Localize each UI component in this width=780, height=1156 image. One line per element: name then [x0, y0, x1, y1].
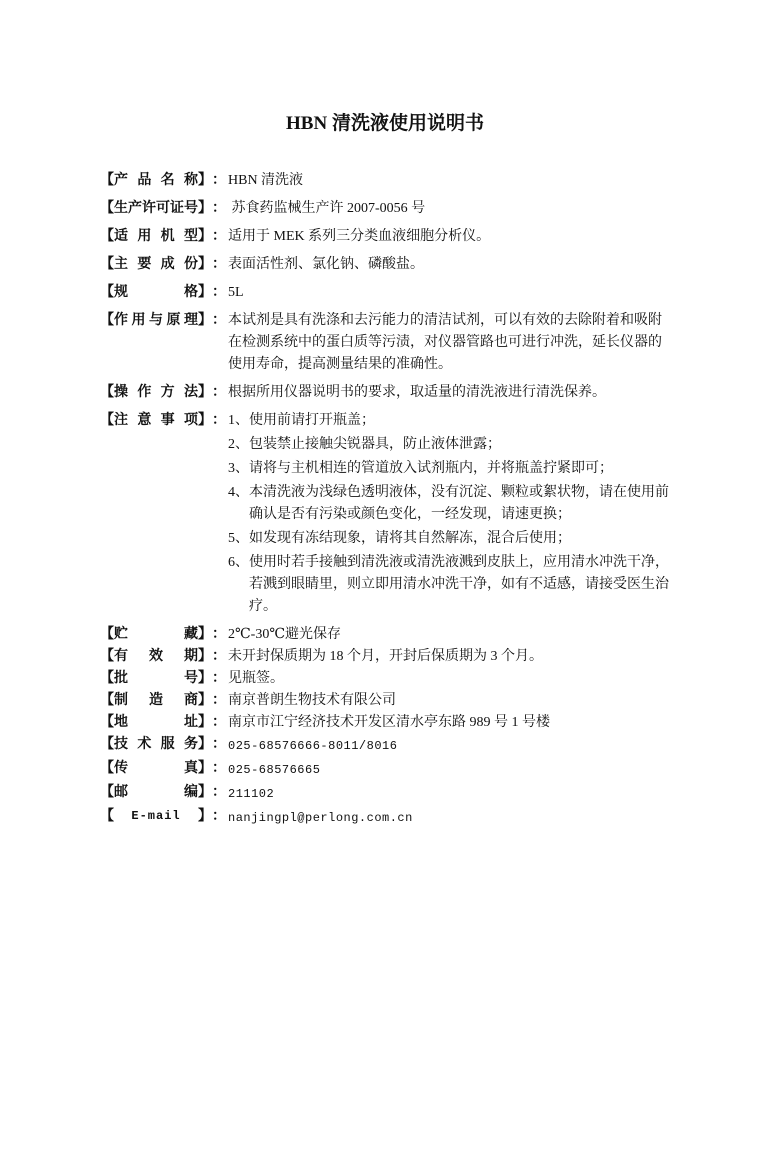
field-row [100, 646, 670, 667]
label-close-bracket: 】 [198, 173, 212, 188]
field-label [100, 668, 212, 689]
label-close-bracket: 】 [198, 649, 212, 664]
field-value: 根据所用仪器说明书的要求，取适量的清洗液进行清洗保养。 [228, 385, 606, 400]
label-close-bracket: 】 [198, 313, 212, 328]
field-value: 5L [228, 285, 244, 300]
note-text: 包装禁止接触尖锐器具，防止液体泄露； [249, 437, 501, 452]
label-colon: ： [212, 257, 226, 272]
note-text: 本清洗液为浅绿色透明液体，没有沉淀、颗粒或絮状物，请在使用前确认是否有污染或颜色变化，一经发现，请速更换； [249, 485, 669, 522]
label-close-bracket: 】 [198, 627, 212, 642]
field-label [100, 282, 212, 304]
label-open-bracket: 【 [100, 649, 114, 664]
field-label [100, 690, 212, 711]
field-label-text: 生产许可证号 [114, 201, 198, 216]
note-item [228, 434, 670, 456]
note-text: 使用时若手接触到清洗液或清洗液溅到皮肤上，应用清水冲洗干净，若溅到眼睛里，则立即用清水冲洗干净，如有不适感，请接受医生治疗。 [249, 555, 669, 614]
label-close-bracket: 】 [198, 285, 212, 300]
label-open-bracket: 【 [100, 809, 114, 824]
field-label [100, 734, 212, 755]
field-row [100, 170, 670, 192]
field-row [100, 310, 670, 376]
field-row [100, 624, 670, 645]
label-close-bracket: 】 [198, 671, 212, 686]
field-row [100, 712, 670, 733]
field-label-text: 传真 [114, 761, 198, 776]
label-colon: ： [212, 313, 226, 328]
label-open-bracket: 【 [100, 257, 114, 272]
note-text: 如发现有冻结现象，请将其自然解冻，混合后使用； [249, 531, 571, 546]
label-open-bracket: 【 [100, 737, 114, 752]
label-colon: ： [212, 809, 226, 824]
label-close-bracket: 】 [198, 715, 212, 730]
note-item [228, 552, 670, 618]
note-number: 2、 [228, 437, 249, 452]
label-open-bracket: 【 [100, 693, 114, 708]
label-open-bracket: 【 [100, 671, 114, 686]
notes-list [228, 410, 670, 618]
label-colon: ： [212, 693, 226, 708]
label-colon: ： [212, 737, 226, 752]
label-colon: ： [212, 413, 226, 428]
label-close-bracket: 】 [198, 693, 212, 708]
label-close-bracket: 】 [198, 761, 212, 776]
field-row [100, 410, 670, 618]
label-close-bracket: 】 [198, 785, 212, 800]
field-value: 未开封保质期为 18 个月，开封后保质期为 3 个月。 [228, 649, 543, 664]
field-label-text: 主要成份 [114, 257, 198, 272]
page-title: HBN 清洗液使用说明书 [286, 113, 484, 134]
field-value: 211102 [228, 787, 275, 801]
note-text: 请将与主机相连的管道放入试剂瓶内，并将瓶盖拧紧即可； [249, 461, 613, 476]
field-row [100, 734, 670, 757]
label-colon: ： [212, 649, 226, 664]
label-open-bracket: 【 [100, 229, 114, 244]
field-label [100, 806, 212, 827]
field-value: nanjingpl@perlong.com.cn [228, 811, 413, 825]
label-open-bracket: 【 [100, 413, 114, 428]
field-label [100, 646, 212, 667]
label-open-bracket: 【 [100, 627, 114, 642]
note-number: 5、 [228, 531, 249, 546]
field-label-text: 有效期 [114, 649, 198, 664]
field-value: 2℃-30℃避光保存 [228, 627, 341, 642]
field-value: 苏食药监械生产许 2007-0056 号 [228, 201, 426, 216]
label-open-bracket: 【 [100, 285, 114, 300]
field-label [100, 624, 212, 645]
field-row [100, 254, 670, 276]
field-label-text: 地址 [114, 715, 198, 730]
note-item [228, 482, 670, 526]
field-value: 表面活性剂、氯化钠、磷酸盐。 [228, 257, 424, 272]
field-label-text: 制造商 [114, 693, 198, 708]
label-open-bracket: 【 [100, 761, 114, 776]
label-colon: ： [212, 785, 226, 800]
note-number: 1、 [228, 413, 249, 428]
field-value: 本试剂是具有洗涤和去污能力的清洁试剂，可以有效的去除附着和吸附在检测系统中的蛋白质等污渍，对仪器管路也可进行冲洗，延长仪器的使用寿命，提高测量结果的准确性。 [228, 313, 662, 372]
field-value: 南京市江宁经济技术开发区清水亭东路 989 号 1 号楼 [228, 715, 550, 730]
label-colon: ： [212, 285, 226, 300]
label-colon: ： [212, 229, 226, 244]
label-close-bracket: 】 [198, 385, 212, 400]
field-label [100, 758, 212, 779]
field-label [100, 310, 212, 332]
field-row [100, 668, 670, 689]
field-value: HBN 清洗液 [228, 173, 304, 188]
field-label-text: 适用机型 [114, 229, 198, 244]
label-colon: ： [212, 715, 226, 730]
note-item [228, 458, 670, 480]
label-colon: ： [212, 761, 226, 776]
field-value: 025-68576666-8011/8016 [228, 739, 398, 753]
field-label [100, 782, 212, 803]
label-colon: ： [212, 173, 226, 188]
field-label-text: 贮藏 [114, 627, 198, 642]
note-number: 4、 [228, 485, 249, 500]
field-label [100, 198, 212, 220]
field-label-text: 产品名称 [114, 173, 198, 188]
field-row [100, 690, 670, 711]
field-row [100, 226, 670, 248]
field-label-text: 邮编 [114, 785, 198, 800]
label-close-bracket: 】 [198, 413, 212, 428]
field-label-text: 注意事项 [114, 413, 198, 428]
field-row [100, 282, 670, 304]
field-label-text: E-mail [131, 809, 181, 823]
field-value: 适用于 MEK 系列三分类血液细胞分析仪。 [228, 229, 491, 244]
field-label [100, 712, 212, 733]
note-number: 6、 [228, 555, 249, 570]
label-close-bracket: 】 [198, 229, 212, 244]
field-label-text: 技术服务 [114, 737, 198, 752]
field-label [100, 382, 212, 404]
field-label [100, 226, 212, 248]
note-text: 使用前请打开瓶盖； [249, 413, 375, 428]
label-open-bracket: 【 [100, 385, 114, 400]
note-item [228, 528, 670, 550]
field-value: 南京普朗生物技术有限公司 [228, 693, 396, 708]
field-row [100, 806, 670, 829]
field-label [100, 170, 212, 192]
label-close-bracket: 】 [198, 737, 212, 752]
label-close-bracket: 】 [198, 809, 212, 824]
field-row [100, 382, 670, 404]
field-row [100, 758, 670, 781]
field-label [100, 254, 212, 276]
label-open-bracket: 【 [100, 715, 114, 730]
label-open-bracket: 【 [100, 201, 114, 216]
field-row [100, 198, 670, 220]
label-colon: ： [212, 385, 226, 400]
field-label-text: 作用与原理 [114, 313, 198, 328]
label-colon: ： [212, 627, 226, 642]
label-close-bracket: 】 [198, 201, 212, 216]
note-number: 3、 [228, 461, 249, 476]
field-value: 见瓶签。 [228, 671, 284, 686]
field-label-text: 操作方法 [114, 385, 198, 400]
label-close-bracket: 】 [198, 257, 212, 272]
label-open-bracket: 【 [100, 313, 114, 328]
field-row [100, 782, 670, 805]
field-label-text: 规格 [114, 285, 198, 300]
label-open-bracket: 【 [100, 785, 114, 800]
field-value: 025-68576665 [228, 763, 321, 777]
note-item [228, 410, 670, 432]
label-colon: ： [212, 671, 226, 686]
label-open-bracket: 【 [100, 173, 114, 188]
field-label-text: 批号 [114, 671, 198, 686]
label-colon: ： [212, 201, 226, 216]
field-label [100, 410, 212, 432]
fields-list [100, 170, 670, 829]
